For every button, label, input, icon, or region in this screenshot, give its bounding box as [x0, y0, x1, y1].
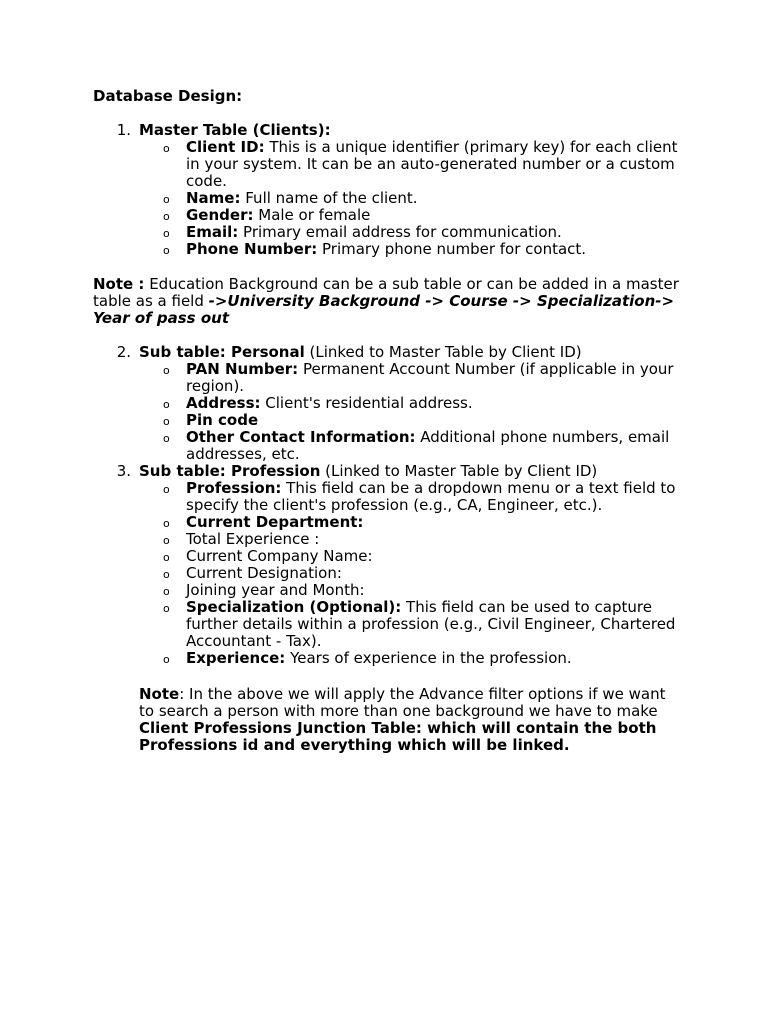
field-label: Client ID: — [186, 138, 265, 156]
field-label: Profession: — [186, 479, 282, 497]
field-list — [93, 480, 683, 667]
field-list — [93, 139, 683, 258]
section-title-row — [93, 344, 683, 361]
field-label: Name: — [186, 189, 241, 207]
section-title-bold: Master Table (Clients): — [139, 121, 331, 139]
junction-table-note — [139, 686, 683, 754]
field-description: Primary email address for communication. — [238, 223, 562, 241]
section-number: 1. — [116, 121, 131, 139]
field-label: Specialization (Optional): — [186, 598, 402, 616]
field-description: Full name of the client. — [240, 189, 418, 207]
bullet-marker: o — [163, 551, 170, 564]
field-label: Current Department: — [186, 513, 364, 531]
list-item — [163, 564, 683, 582]
field-label: Other Contact Information: — [186, 428, 416, 446]
list-item — [163, 513, 683, 531]
field-label: Gender: — [186, 206, 254, 224]
section-master-table — [93, 122, 683, 258]
note-emphasis: Client Professions Junction Table: which will contain the both Professions id and everything which will be linked. — [139, 719, 657, 754]
note-label: Note — [139, 685, 180, 703]
field-label: PAN Number: — [186, 360, 299, 378]
list-item — [163, 649, 683, 667]
section-profession-table — [93, 463, 683, 667]
bullet-marker: o — [163, 585, 170, 598]
section-title-rest: (Linked to Master Table by Client ID) — [320, 462, 598, 480]
field-label: Phone Number: — [186, 240, 318, 258]
section-title-row — [93, 122, 683, 139]
section-title-bold: Sub table: Personal — [139, 343, 305, 361]
section-title — [139, 122, 683, 139]
list-item — [163, 547, 683, 565]
list-item — [163, 581, 683, 599]
field-description: Additional phone numbers, email addresses, etc. — [186, 428, 670, 463]
field-description: Current Company Name: — [186, 547, 373, 565]
document-heading: Database Design: — [93, 87, 243, 105]
field-label: Pin code — [186, 411, 259, 429]
list-item — [163, 428, 683, 463]
bullet-marker: o — [163, 415, 170, 428]
list-item — [163, 189, 683, 207]
bullet-marker: o — [163, 483, 170, 496]
list-item — [163, 138, 683, 190]
field-description: Years of experience in the profession. — [285, 649, 572, 667]
bullet-marker: o — [163, 193, 170, 206]
field-description: This field can be used to capture further details within a profession (e.g., Civil Engineer, Chartered Accountant - Tax). — [186, 598, 676, 650]
bullet-marker: o — [163, 653, 170, 666]
field-description: Joining year and Month: — [186, 581, 365, 599]
bullet-marker: o — [163, 364, 170, 377]
field-label: Email: — [186, 223, 239, 241]
list-item — [163, 530, 683, 548]
bullet-marker: o — [163, 602, 170, 615]
bullet-marker: o — [163, 244, 170, 257]
field-description: Client's residential address. — [260, 394, 473, 412]
list-item — [163, 223, 683, 241]
bullet-marker: o — [163, 210, 170, 223]
list-item — [163, 394, 683, 412]
list-item — [163, 479, 683, 514]
field-description: Primary phone number for contact. — [317, 240, 587, 258]
bullet-marker: o — [163, 398, 170, 411]
bullet-marker: o — [163, 432, 170, 445]
section-title-row — [93, 463, 683, 480]
list-item — [163, 240, 683, 258]
field-list — [93, 361, 683, 463]
bullet-marker: o — [163, 568, 170, 581]
field-description: Total Experience : — [186, 530, 320, 548]
section-personal-table — [93, 344, 683, 463]
section-number: 2. — [116, 343, 131, 361]
section-title — [139, 463, 683, 480]
field-description: Permanent Account Number (if applicable in your region). — [186, 360, 674, 395]
note-label: Note : — [93, 275, 145, 293]
field-description: This field can be a dropdown menu or a text field to specify the client's profession (e.g., CA, Engineer, etc.). — [186, 479, 676, 514]
note-emphasis: ->University Background -> Course -> Specialization-> Year of pass out — [93, 292, 675, 327]
section-number: 3. — [116, 462, 131, 480]
bullet-marker: o — [163, 534, 170, 547]
bullet-marker: o — [163, 227, 170, 240]
section-title — [139, 344, 683, 361]
list-item — [163, 206, 683, 224]
field-label: Address: — [186, 394, 261, 412]
field-description: This is a unique identifier (primary key) for each client in your system. It can be an auto-generated number or a custom code. — [186, 138, 678, 190]
field-label: Experience: — [186, 649, 286, 667]
field-description: Current Designation: — [186, 564, 342, 582]
education-note — [93, 276, 683, 327]
note-text: : In the above we will apply the Advance filter options if we want to search a person with more than one background we have to make — [139, 685, 666, 720]
section-title-rest: (Linked to Master Table by Client ID) — [304, 343, 582, 361]
note-text: Education Background can be a sub table or can be added in a master table as a field — [93, 275, 679, 310]
section-title-bold: Sub table: Profession — [139, 462, 321, 480]
list-item — [163, 598, 683, 650]
list-item — [163, 360, 683, 395]
bullet-marker: o — [163, 142, 170, 155]
field-description: Male or female — [253, 206, 371, 224]
bullet-marker: o — [163, 517, 170, 530]
list-item — [163, 411, 683, 429]
